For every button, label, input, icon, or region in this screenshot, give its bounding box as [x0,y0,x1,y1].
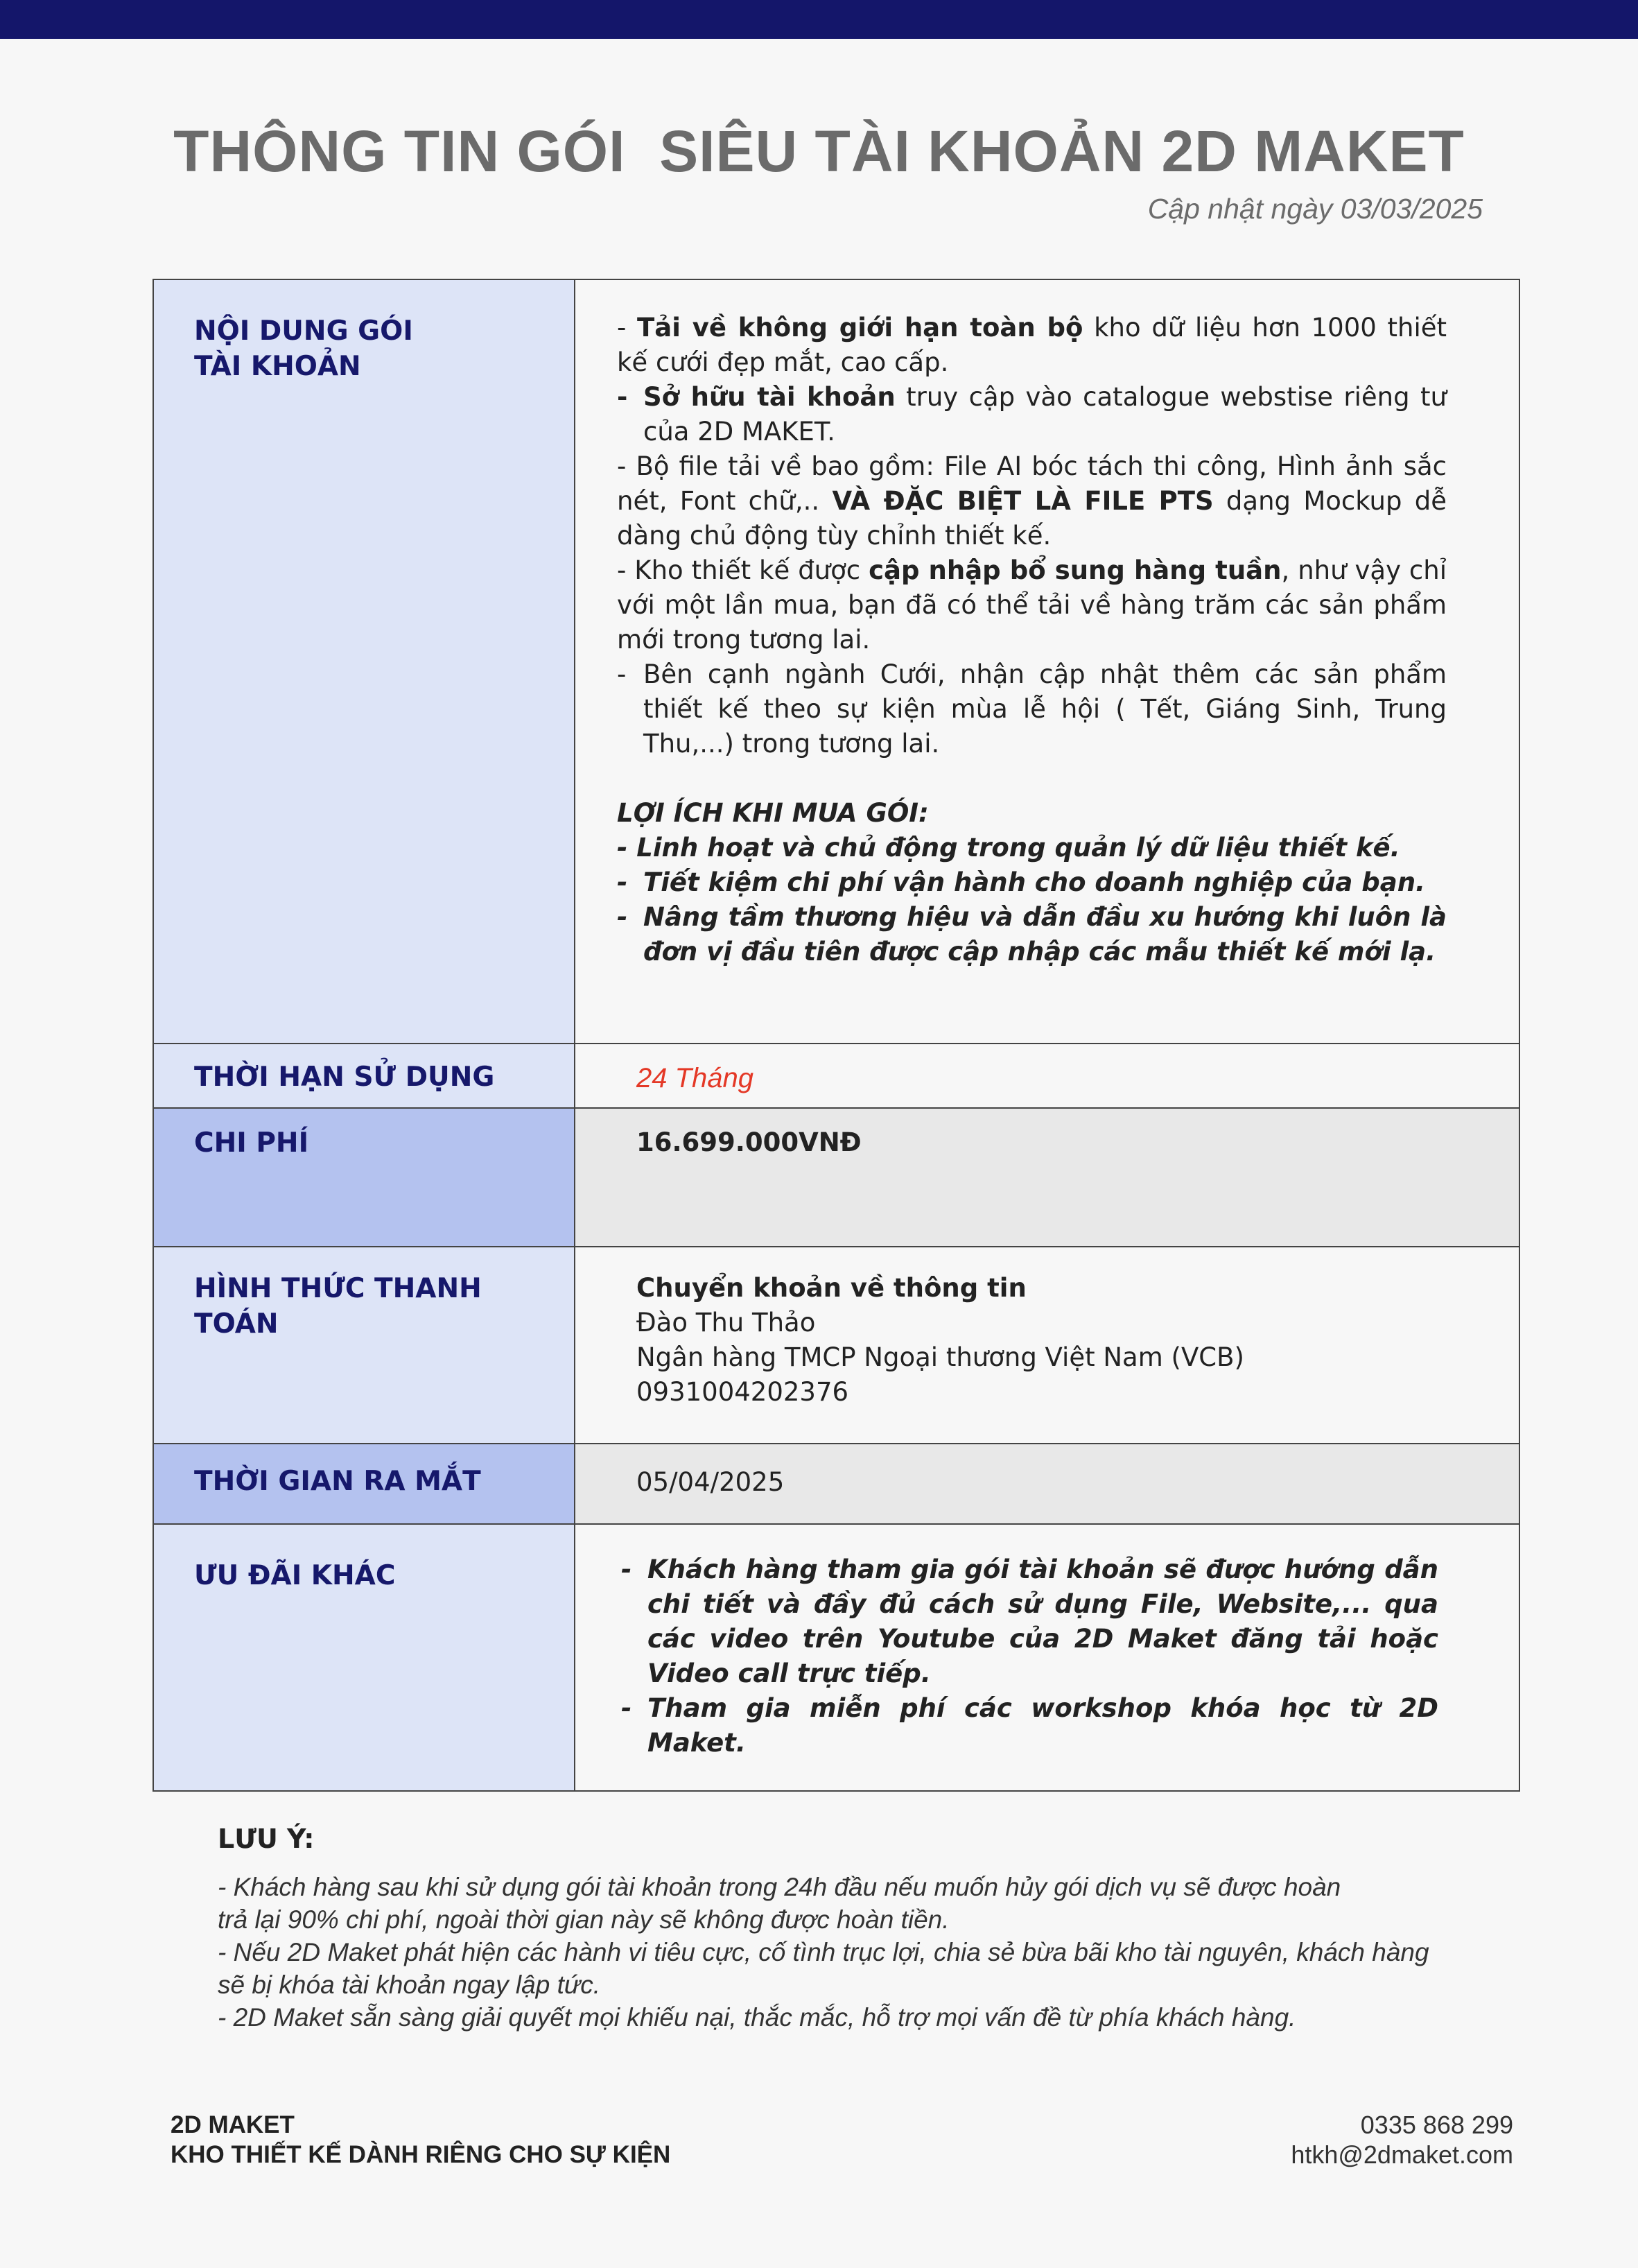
note-line: trả lại 90% chi phí, ngoài thời gian này sẽ không được hoàn tiền. [218,1905,950,1934]
value-content [575,279,1519,1044]
note-line: - 2D Maket sẵn sàng giải quyết mọi khiếu nại, thắc mắc, hỗ trợ mọi vấn đề từ phía khách hàng. [218,2003,1296,2032]
label-other: ƯU ĐÃI KHÁC [153,1524,575,1791]
footer-phone: 0335 868 299 [1360,2111,1513,2139]
benefit-2 [617,865,1447,900]
p5-text: Bên cạnh ngành Cưới, nhận cập nhật thêm các sản phẩm thiết kế theo sự kiện mùa lễ hội ( Tết, Giáng Sinh, Trung Thu,...) trong tương lai. [643,659,1447,759]
label-cost: CHI PHÍ [153,1108,575,1247]
dash-mark: - [617,867,628,897]
other-1-text: Khách hàng tham gia gói tài khoản sẽ được hướng dẫn chi tiết và đầy đủ cách sử dụng File, Website,... qua các video trên Youtube của 2D Maket đăng tải hoặc Video call trực tiếp. [647,1555,1438,1688]
p3-bold: VÀ ĐẶC BIỆT LÀ FILE PTS [832,486,1214,516]
value-launch: 05/04/2025 [575,1444,1519,1524]
content-p2 [617,380,1447,449]
dash-mark: - [617,659,627,689]
benefits-title: LỢI ÍCH KHI MUA GÓI: [617,798,929,828]
dash-mark: - [617,902,628,932]
footer-brand-name: 2D MAKET [171,2111,295,2138]
benefit-1: - Linh hoạt và chủ động trong quản lý dữ liệu thiết kế. [617,833,1400,863]
dash-mark: - [621,1555,632,1584]
p1-rest: kho dữ liệu hơn 1000 thiết kế cưới đẹp mắt, cao cấp. [617,313,1447,377]
note-line: - Khách hàng sau khi sử dụng gói tài khoản trong 24h đầu nếu muốn hủy gói dịch vụ sẽ được hoàn [218,1873,1341,1901]
page-title: THÔNG TIN GÓI SIÊU TÀI KHOẢN 2D MAKET [173,119,1465,184]
footer-contact [1291,2110,1513,2170]
payment-bank: Ngân hàng TMCP Ngoại thương Việt Nam (VCB) [636,1342,1244,1372]
p4-bold: cập nhập bổ sung hàng tuần [869,555,1282,585]
note-title: LƯU Ý: [218,1824,315,1854]
payment-name: Đào Thu Thảo [636,1308,816,1338]
update-date: Cập nhật ngày 03/03/2025 [1147,193,1483,225]
package-info-table [153,279,1520,1792]
value-cost: 16.699.000VNĐ [575,1108,1519,1247]
other-2-text: Tham gia miễn phí các workshop khóa học từ 2D Maket. [647,1693,1438,1758]
row-duration [153,1044,1519,1108]
p2-bold: Sở hữu tài khoản [643,382,896,412]
row-cost [153,1108,1519,1247]
top-bar [0,0,1638,39]
other-2 [621,1691,1438,1760]
p3-rest: dạng Mockup dễ dàng chủ động tùy chỉnh thiết kế. [617,486,1447,551]
footer-brand [171,2110,670,2170]
payment-heading: Chuyển khoản về thông tin [636,1273,1027,1303]
benefit-2-text: Tiết kiệm chi phí vận hành cho doanh nghiệp của bạn. [643,867,1426,897]
content-p3 [617,449,1447,553]
p2-rest: truy cập vào catalogue webstise riêng tư của 2D MAKET. [643,382,1447,447]
p4-rest: , như vậy chỉ với một lần mua, bạn đã có thể tải về hàng trăm các sản phẩm mới trong tương lai. [617,555,1447,655]
row-payment [153,1247,1519,1444]
p3-prefix: - Bộ file tải về bao gồm: File AI bóc tách thi công, Hình ảnh sắc nét, Font chữ,.. [617,451,1447,516]
note-line: sẽ bị khóa tài khoản ngay lập tức. [218,1971,601,1999]
duration-value: 24 Tháng [636,1063,754,1093]
note-section [218,1824,1486,2034]
content-p1 [617,311,1447,380]
label-duration: THỜI HẠN SỬ DỤNG [153,1044,575,1108]
value-payment [575,1247,1519,1444]
dash-mark: - [621,1693,632,1723]
label-launch: THỜI GIAN RA MẮT [153,1444,575,1524]
other-1 [621,1552,1438,1691]
dash-mark: - [617,382,628,412]
p4-prefix: - Kho thiết kế được [617,555,869,585]
label-content [153,279,575,1044]
benefit-3 [617,900,1447,969]
row-launch [153,1444,1519,1524]
footer-tagline: KHO THIẾT KẾ DÀNH RIÊNG CHO SỰ KIỆN [171,2141,671,2168]
row-other [153,1524,1519,1791]
label-content-line1: NỘI DUNG GÓI [194,315,413,347]
p1-bold: Tải về không giới hạn toàn bộ [637,313,1083,343]
row-content [153,279,1519,1044]
content-p4 [617,553,1447,657]
value-duration [575,1044,1519,1108]
label-content-line2: TÀI KHOẢN [194,351,361,382]
payment-account: 0931004202376 [636,1377,849,1407]
p1-prefix: - [617,313,638,343]
content-p5 [617,657,1447,761]
value-other [575,1524,1519,1791]
label-payment: HÌNH THỨC THANH TOÁN [153,1247,575,1444]
footer-email: htkh@2dmaket.com [1291,2140,1513,2169]
note-line: - Nếu 2D Maket phát hiện các hành vi tiêu cực, cố tình trục lợi, chia sẻ bừa bãi kho tài nguyên, khách hàng [218,1938,1429,1966]
benefit-3-text: Nâng tầm thương hiệu và dẫn đầu xu hướng khi luôn là đơn vị đầu tiên được cập nhập các mẫu thiết kế mới lạ. [643,902,1447,967]
